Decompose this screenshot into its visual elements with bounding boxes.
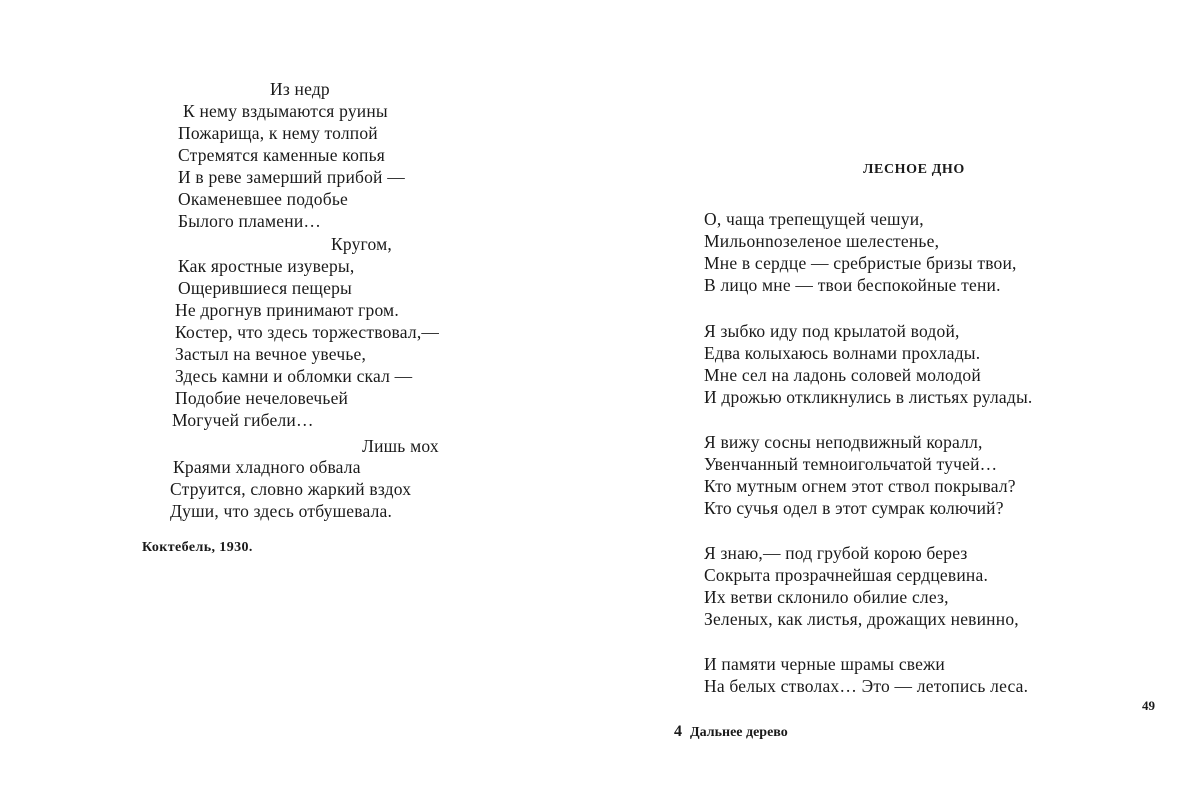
verse-line: Едва колыхаюсь волнами прохлады.: [704, 343, 981, 363]
verse-line: Я вижу сосны неподвижный коралл,: [704, 432, 983, 452]
verse-line: Здесь камни и обломки скал —: [175, 366, 413, 386]
verse-line: Увенчанный темноигольчатой тучей…: [704, 454, 998, 474]
verse-line: Зеленых, как листья, дрожащих невинно,: [704, 609, 1019, 629]
verse-line: Сокрыта прозрачнейшая сердцевина.: [704, 565, 989, 585]
verse-line: Мне сел на ладонь соловей молодой: [704, 365, 981, 385]
verse-line: Мильонnозеленое шелестенье,: [704, 231, 940, 251]
signature-text: Дальнее дерево: [690, 725, 788, 740]
poem-title: ЛЕСНОЕ ДНО: [863, 162, 965, 177]
signature-number: 4: [674, 723, 682, 740]
verse-line: Струится, словно жаркий вздох: [170, 479, 412, 499]
verse-line: Я знаю,— под грубой корою берез: [704, 543, 968, 563]
verse-line: Я зыбко иду под крылатой водой,: [704, 321, 960, 341]
verse-line: Стремятся каменные копья: [178, 145, 386, 165]
verse-line: Могучей гибели…: [172, 410, 314, 430]
verse-line: Кругом,: [331, 234, 392, 254]
verse-line: Как яростные изуверы,: [178, 256, 355, 276]
verse-line: Кто мутным огнем этот ствол покрывал?: [704, 476, 1016, 496]
verse-line: Лишь мох: [362, 436, 439, 456]
verse-line: На белых стволах… Это — летопись леса.: [704, 676, 1029, 696]
verse-line: Души, что здесь отбушевала.: [170, 501, 393, 521]
verse-line: Не дрогнув принимают гром.: [175, 300, 399, 320]
verse-line: Пожарища, к нему толпой: [178, 123, 378, 143]
signature-mark: [674, 723, 788, 741]
verse-line: Мне в сердце — сребристые бризы твои,: [704, 253, 1017, 273]
verse-line: Краями хладного обвала: [173, 457, 361, 477]
page-number: 49: [1142, 698, 1155, 713]
right-page: [598, 0, 1197, 800]
verse-line: Окаменевшее подобье: [178, 189, 348, 209]
verse-line: В лицо мне — твои беспокойные тени.: [704, 275, 1001, 295]
verse-line: Кто сучья одел в этот сумрак колючий?: [704, 498, 1004, 518]
verse-line: Ощерившиеся пещеры: [178, 278, 352, 298]
verse-line: Застыл на вечное увечье,: [175, 344, 367, 364]
left-page: [0, 0, 598, 800]
verse-line: Подобие нечеловечьей: [175, 388, 349, 408]
verse-line: Их ветви склонило обилие слез,: [704, 587, 949, 607]
verse-line: Былого пламени…: [178, 211, 322, 231]
verse-line: Из недр: [270, 79, 330, 99]
verse-line: О, чаща трепещущей чешуи,: [704, 209, 924, 229]
verse-line: Костер, что здесь торжествовал,—: [175, 322, 440, 342]
verse-line: К нему вздымаются руины: [183, 101, 388, 121]
verse-line: И памяти черные шрамы свежи: [704, 654, 945, 674]
verse-line: И дрожью откликнулись в листьях рулады.: [704, 387, 1033, 407]
place-date: Коктебель, 1930.: [142, 540, 253, 555]
verse-line: И в реве замерший прибой —: [178, 167, 405, 187]
